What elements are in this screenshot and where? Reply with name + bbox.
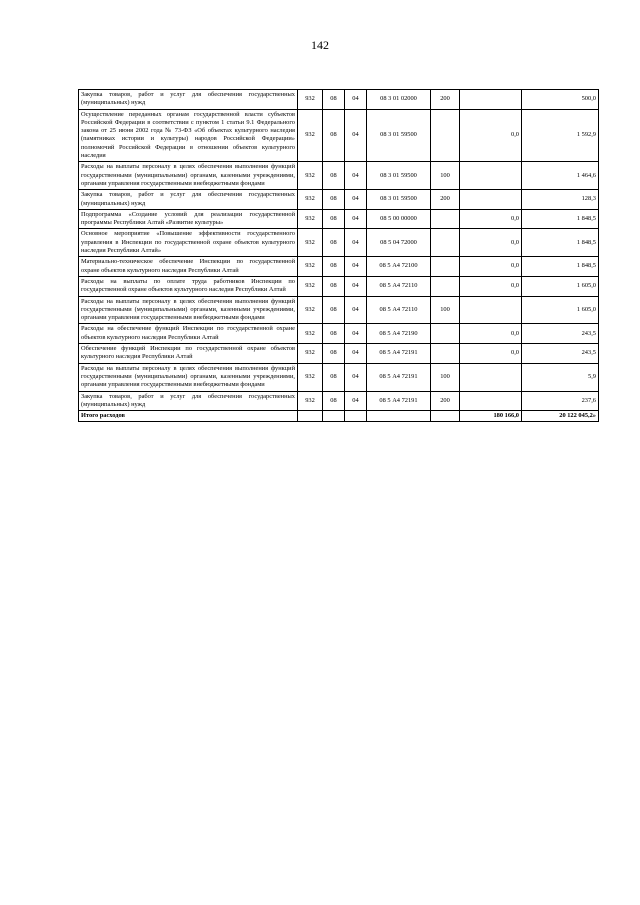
- target-article-cell: 08 5 А4 72190: [367, 324, 431, 344]
- expense-type-cell: 100: [431, 162, 460, 190]
- row-name-cell: Основное мероприятие «Повышение эффективности государственного управления в Инспекции по государственной охране объектов культурного наследия Республики Алтай»: [79, 229, 298, 257]
- subsection-code-cell: 04: [345, 209, 367, 229]
- section-code-cell: 08: [323, 324, 345, 344]
- expense-type-cell: [431, 324, 460, 344]
- amount-2-cell: 1 605,0: [522, 296, 599, 324]
- row-name-cell: Расходы на выплаты персоналу в целях обеспечения выполнения функций государственными (муниципальными) органами, казенными учреждениями, органами управления государственными внебюджетными фондами: [79, 363, 298, 391]
- section-code-cell: 08: [323, 344, 345, 364]
- expense-type-cell: 100: [431, 296, 460, 324]
- row-name-cell: Закупка товаров, работ и услуг для обеспечения государственных (муниципальных) нужд: [79, 90, 298, 110]
- ministry-code-cell: 932: [298, 209, 323, 229]
- amount-1-cell: [460, 190, 522, 210]
- target-article-cell: 08 5 А4 72110: [367, 276, 431, 296]
- target-article-cell: 08 3 01 02000: [367, 90, 431, 110]
- total-empty-cell: [298, 411, 323, 422]
- table-row: [79, 257, 599, 277]
- subsection-code-cell: 04: [345, 190, 367, 210]
- row-name-cell: Осуществление переданных органам государственной власти субъектов Российской Федерации в соответствии с пунктом 1 статьи 9.1 Федерального закона от 25 июня 2002 года № 73-ФЗ «Об объектах культурного наследия (памятниках истории и культуры) народов Российской Федерации» полномочий Российской Федерации в отношении объектов культурного наследия: [79, 109, 298, 162]
- amount-1-cell: 0,0: [460, 109, 522, 162]
- target-article-cell: 08 5 А4 72110: [367, 296, 431, 324]
- amount-1-cell: 0,0: [460, 209, 522, 229]
- subsection-code-cell: 04: [345, 257, 367, 277]
- total-amount-1: 180 166,0: [460, 411, 522, 422]
- target-article-cell: 08 3 01 59500: [367, 109, 431, 162]
- ministry-code-cell: 932: [298, 296, 323, 324]
- amount-1-cell: [460, 162, 522, 190]
- row-name-cell: Расходы на выплаты по оплате труда работников Инспекции по государственной охране объектов культурного наследия Республики Алтай: [79, 276, 298, 296]
- amount-2-cell: 243,5: [522, 324, 599, 344]
- amount-2-cell: 237,6: [522, 391, 599, 411]
- amount-2-cell: 243,5: [522, 344, 599, 364]
- total-empty-cell: [431, 411, 460, 422]
- target-article-cell: 08 3 01 59500: [367, 162, 431, 190]
- expense-type-cell: 200: [431, 391, 460, 411]
- table-row: [79, 229, 599, 257]
- table-row: [79, 296, 599, 324]
- target-article-cell: 08 5 04 72000: [367, 229, 431, 257]
- target-article-cell: 08 5 А4 72191: [367, 363, 431, 391]
- ministry-code-cell: 932: [298, 90, 323, 110]
- expense-type-cell: [431, 209, 460, 229]
- target-article-cell: 08 5 А4 72191: [367, 344, 431, 364]
- expense-type-cell: [431, 344, 460, 364]
- subsection-code-cell: 04: [345, 363, 367, 391]
- amount-2-cell: 1 848,5: [522, 209, 599, 229]
- amount-1-cell: [460, 296, 522, 324]
- ministry-code-cell: 932: [298, 162, 323, 190]
- row-name-cell: Материально-техническое обеспечение Инспекции по государственной охране объектов культурного наследия Республики Алтай: [79, 257, 298, 277]
- subsection-code-cell: 04: [345, 276, 367, 296]
- ministry-code-cell: 932: [298, 344, 323, 364]
- target-article-cell: 08 3 01 59500: [367, 190, 431, 210]
- ministry-code-cell: 932: [298, 257, 323, 277]
- total-row: [79, 411, 599, 422]
- section-code-cell: 08: [323, 296, 345, 324]
- section-code-cell: 08: [323, 391, 345, 411]
- subsection-code-cell: 04: [345, 229, 367, 257]
- ministry-code-cell: 932: [298, 391, 323, 411]
- amount-2-cell: 1 848,5: [522, 257, 599, 277]
- amount-2-cell: 1 605,0: [522, 276, 599, 296]
- section-code-cell: 08: [323, 109, 345, 162]
- row-name-cell: Обеспечение функций Инспекции по государственной охране объектов культурного наследия Республики Алтай: [79, 344, 298, 364]
- amount-1-cell: [460, 90, 522, 110]
- section-code-cell: 08: [323, 229, 345, 257]
- table-row: [79, 162, 599, 190]
- section-code-cell: 08: [323, 162, 345, 190]
- ministry-code-cell: 932: [298, 229, 323, 257]
- expense-type-cell: [431, 276, 460, 296]
- expense-type-cell: 200: [431, 90, 460, 110]
- amount-1-cell: 0,0: [460, 276, 522, 296]
- expense-type-cell: 200: [431, 190, 460, 210]
- ministry-code-cell: 932: [298, 109, 323, 162]
- section-code-cell: 08: [323, 276, 345, 296]
- amount-2-cell: 500,0: [522, 90, 599, 110]
- row-name-cell: Закупка товаров, работ и услуг для обеспечения государственных (муниципальных) нужд: [79, 190, 298, 210]
- table-row: [79, 324, 599, 344]
- ministry-code-cell: 932: [298, 190, 323, 210]
- section-code-cell: 08: [323, 209, 345, 229]
- subsection-code-cell: 04: [345, 296, 367, 324]
- table-row: [79, 363, 599, 391]
- total-empty-cell: [345, 411, 367, 422]
- total-amount-2: 20 122 045,2»: [522, 411, 599, 422]
- expense-type-cell: [431, 257, 460, 277]
- expense-type-cell: [431, 109, 460, 162]
- row-name-cell: Подпрограмма «Создание условий для реализации государственной программы Республики Алтай «Развитие культуры»: [79, 209, 298, 229]
- table-body: [79, 90, 599, 411]
- total-label: Итого расходов: [79, 411, 298, 422]
- target-article-cell: 08 5 А4 72100: [367, 257, 431, 277]
- subsection-code-cell: 04: [345, 90, 367, 110]
- subsection-code-cell: 04: [345, 391, 367, 411]
- table-row: [79, 344, 599, 364]
- subsection-code-cell: 04: [345, 162, 367, 190]
- amount-1-cell: 0,0: [460, 257, 522, 277]
- table-row: [79, 90, 599, 110]
- budget-table: [78, 89, 599, 422]
- amount-2-cell: 5,9: [522, 363, 599, 391]
- section-code-cell: 08: [323, 90, 345, 110]
- amount-2-cell: 1 464,6: [522, 162, 599, 190]
- table-row: [79, 391, 599, 411]
- amount-1-cell: [460, 391, 522, 411]
- row-name-cell: Расходы на выплаты персоналу в целях обеспечения выполнения функций государственными (муниципальными) органами, казенными учреждениями, органами управления государственными внебюджетными фондами: [79, 162, 298, 190]
- row-name-cell: Закупка товаров, работ и услуг для обеспечения государственных (муниципальных) нужд: [79, 391, 298, 411]
- table-row: [79, 109, 599, 162]
- amount-1-cell: 0,0: [460, 324, 522, 344]
- table-row: [79, 276, 599, 296]
- target-article-cell: 08 5 00 00000: [367, 209, 431, 229]
- amount-2-cell: 1 848,5: [522, 229, 599, 257]
- table-row: [79, 209, 599, 229]
- section-code-cell: 08: [323, 257, 345, 277]
- total-empty-cell: [323, 411, 345, 422]
- expense-type-cell: 100: [431, 363, 460, 391]
- target-article-cell: 08 5 А4 72191: [367, 391, 431, 411]
- subsection-code-cell: 04: [345, 344, 367, 364]
- row-name-cell: Расходы на обеспечение функций Инспекции по государственной охране объектов культурного наследия Республики Алтай: [79, 324, 298, 344]
- section-code-cell: 08: [323, 363, 345, 391]
- amount-2-cell: 128,3: [522, 190, 599, 210]
- row-name-cell: Расходы на выплаты персоналу в целях обеспечения выполнения функций государственными (муниципальными) органами, казенными учреждениями, органами управления государственными внебюджетными фондами: [79, 296, 298, 324]
- subsection-code-cell: 04: [345, 109, 367, 162]
- total-empty-cell: [367, 411, 431, 422]
- ministry-code-cell: 932: [298, 363, 323, 391]
- section-code-cell: 08: [323, 190, 345, 210]
- amount-1-cell: 0,0: [460, 344, 522, 364]
- table-row: [79, 190, 599, 210]
- amount-1-cell: [460, 363, 522, 391]
- ministry-code-cell: 932: [298, 276, 323, 296]
- expense-type-cell: [431, 229, 460, 257]
- subsection-code-cell: 04: [345, 324, 367, 344]
- ministry-code-cell: 932: [298, 324, 323, 344]
- amount-1-cell: 0,0: [460, 229, 522, 257]
- page-number: 142: [311, 38, 329, 52]
- amount-2-cell: 1 592,9: [522, 109, 599, 162]
